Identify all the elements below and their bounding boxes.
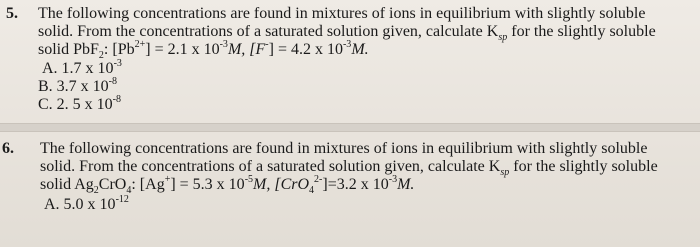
question-6-number: 6. xyxy=(2,140,14,157)
page-divider xyxy=(0,123,700,132)
question-6-choice-a: A. 5.0 x $10^{-12}$ xyxy=(44,193,129,213)
question-6-line-2: solid. From the concentrations of a saturated solution given, calculate $K_{sp}$ for the slightly soluble xyxy=(40,158,658,179)
question-5-choice-a: A. 1.7 x $10^{-3}$ xyxy=(42,57,122,77)
question-6-line-1: The following concentrations are found in mixtures of ions in equilibrium with slightly soluble xyxy=(40,140,648,157)
question-5-concentrations: solid PbF$_2$: $[Pb^{2+}] = 2.1$ x $10^{-3}M$, [F-] = 4.2 x $10^{-3}M$. xyxy=(38,38,369,62)
question-5-choice-c: C. 2. 5 x $10^{-8}$ xyxy=(38,93,122,113)
question-6-concentrations: solid $Ag_2CrO_4$: [Ag+] = 5.3 x $10^{-5}M$, [CrO$_4^{2-}$]=3.2 x $10^{-3}M$. xyxy=(40,173,415,197)
question-5-choice-b: B. 3.7 x $10^{-8}$ xyxy=(38,75,118,95)
question-5-line-1: The following concentrations are found in mixtures of ions in equilibrium with slightly soluble xyxy=(38,5,646,22)
question-5-line-2: solid. From the concentrations of a saturated solution given, calculate $K_{sp}$ for the slightly soluble xyxy=(38,23,656,44)
question-5-number: 5. xyxy=(6,5,18,22)
